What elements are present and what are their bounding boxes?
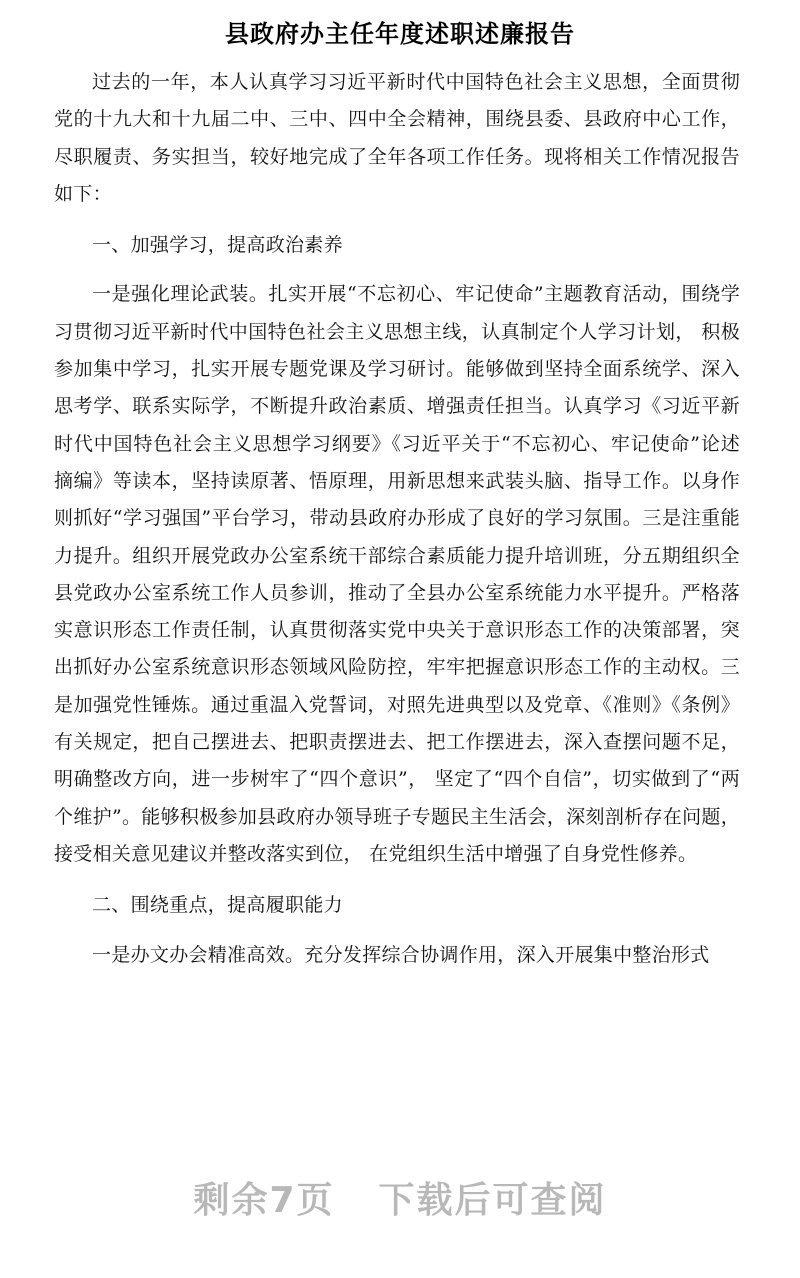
paragraph-section-1: 一是强化理论武装。扎实开展“不忘初心、牢记使命”主题教育活动，围绕学习贯彻习近平新时代中国特色社会主义思想主线，认真制定个人学习计划， 积极参加集中学习，扎实开展专题党课及学习研讨。能够做到坚持全面系统学、深入思考学、联系实际学，不断提升政治素质、增强责任担当。认真学习《习近平新时代中国特色社会主义思想学习纲要》《习近平关于“不忘初心、牢记使命”论述摘编》等读本，坚持读原著、悟原理，用新思想来武装头脑、指导工作。以身作则抓好“学习强国”平台学习，带动县政府办形成了良好的学习氛围。三是注重能力提升。组织开展党政办公室系统干部综合素质能力提升培训班，分五期组织全县党政办公室系统工作人员参训，推动了全县办公室系统能力水平提升。严格落实意识形态工作责任制，认真贯彻落实党中央关于意识形态工作的决策部署，突出抓好办公室系统意识形态领域风险防控，牢牢把握意识形态工作的主动权。三是加强党性锤炼。通过重温入党誓词，对照先进典型以及党章、《准则》《条例》有关规定，把自己摆进去、把职责摆进去、把工作摆进去，深入查摆问题不足，明确整改方向，进一步树牢了“四个意识”， 坚定了“四个自信”，切实做到了“两个维护”。能够积极参加县政府办领导班子专题民主生活会，深刻剖析存在问题，接受相关意见建议并整改落实到位， 在党组织生活中增强了自身党性修养。 <box>54 283 740 865</box>
document-body <box>54 64 740 974</box>
paragraph-section-2: 一是办文办会精准高效。充分发挥综合协调作用，深入开展集中整治形式 <box>92 943 710 966</box>
remaining-pages-text: 剩余7页 <box>193 1180 335 1221</box>
document-title: 县政府办主任年度述职述廉报告 <box>225 19 575 48</box>
download-prompt-text: 下载后可查阅 <box>378 1180 607 1221</box>
download-watermark <box>0 1172 800 1223</box>
section-heading-2: 二、围绕重点，提高履职能力 <box>92 894 343 917</box>
paragraph-intro: 过去的一年，本人认真学习习近平新时代中国特色社会主义思想，全面贯彻党的十九大和十九届二中、三中、四中全会精神，围绕县委、县政府中心工作，尽职履责、务实担当，较好地完成了全年各项工作任务。现将相关工作情况报告如下： <box>54 71 740 205</box>
section-heading-1: 一、加强学习，提高政治素养 <box>92 234 343 257</box>
